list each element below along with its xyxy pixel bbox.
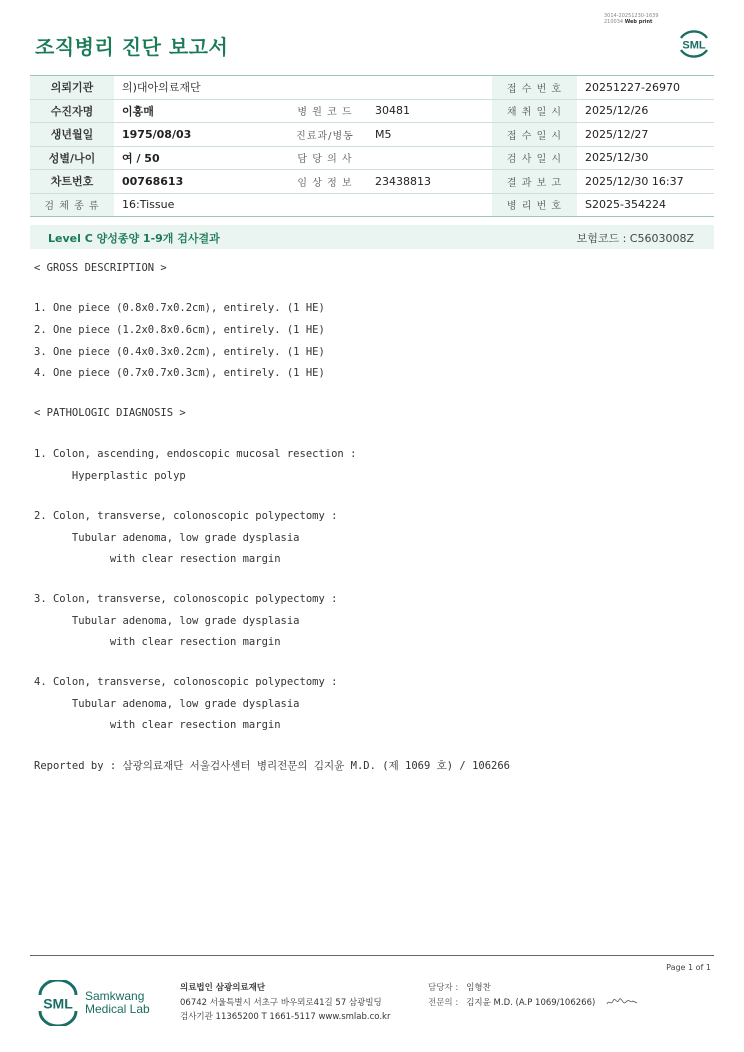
specialist-label: 전문의 : [428,997,459,1008]
diagnosis-3-finding: Tubular adenoma, low grade dysplasia [34,615,300,627]
brand-line-1: Samkwang [85,989,145,1003]
chart-value: 00768613 [114,170,283,194]
footer-divider [30,955,714,956]
exam-date-value: 2025/12/30 [577,146,714,170]
gross-item-2: 2. One piece (1.2x0.8x0.6cm), entirely. (1 HE) [34,324,325,336]
footer-brand [85,990,150,1016]
reported-by: Reported by : 삼광의료재단 서울검사센터 병리전문의 김지윤 M.D. (제 1069 호) / 106266 [34,760,511,772]
table-row [30,76,714,100]
org-name: 의료법인 삼광의료재단 [180,983,266,993]
samkwang-logo-icon [36,980,80,1026]
gross-header: < GROSS DESCRIPTION > [34,262,167,274]
signature-icon [605,996,639,1008]
footer-staff-info [428,981,639,1010]
page-number: Page 1 of 1 [666,963,711,972]
org-address: 06742 서울특별시 서초구 바우뫼로41길 57 삼광빌딩 [180,997,382,1008]
specialist-value: 김지윤 M.D. (A.P 1069/106266) [466,997,596,1008]
specimen-label: 검 체 종 류 [30,193,114,217]
specialist-row [428,996,639,1011]
logo-text: SML [682,39,706,52]
footer-logo-text: SML [43,995,73,1012]
patient-value: 이홍매 [114,99,283,123]
hospital-code-label: 병 원 코 드 [283,99,367,123]
sex-age-label: 성별/나이 [30,146,114,170]
patient-info-table [30,75,714,217]
gross-item-4: 4. One piece (0.7x0.7x0.3cm), entirely. (1 HE) [34,367,325,379]
print-meta [604,13,659,25]
print-meta-line1: 3014-20251230-1639 [604,13,659,19]
pathology-no-label: 병 리 번 호 [492,193,577,217]
table-row [30,170,714,194]
diagnosis-3-site: 3. Colon, transverse, colonoscopic polypectomy : [34,593,338,605]
chart-label: 차트번호 [30,170,114,194]
page-title: 조직병리 진단 보고서 [35,35,229,59]
collection-date-value: 2025/12/26 [577,99,714,123]
sml-logo-icon [676,26,712,62]
exam-date-label: 검 사 일 시 [492,146,577,170]
diagnosis-4-finding: Tubular adenoma, low grade dysplasia [34,698,300,710]
accession-value: 20251227-26970 [577,76,714,100]
clinical-value: 23438813 [367,170,492,194]
table-row [30,193,714,217]
hospital-code-value: 30481 [367,99,492,123]
patient-label: 수진자명 [30,99,114,123]
diagnosis-2-site: 2. Colon, transverse, colonoscopic polypectomy : [34,510,338,522]
footer-org-info [180,981,390,1025]
pathology-no-value: S2025-354224 [577,193,714,217]
diagnosis-4-margin: with clear resection margin [34,719,281,731]
insurance-code: 보험코드 : C5603008Z [576,232,694,245]
sex-age-value: 여 / 50 [114,146,283,170]
table-row [30,99,714,123]
dob-label: 생년월일 [30,123,114,147]
print-meta-line2: 210034 Web print [604,19,653,25]
received-date-value: 2025/12/27 [577,123,714,147]
diagnosis-2-finding: Tubular adenoma, low grade dysplasia [34,532,300,544]
received-date-label: 접 수 일 시 [492,123,577,147]
brand-line-2: Medical Lab [85,1002,150,1016]
result-label: 결 과 보 고 [492,170,577,194]
diagnosis-4-site: 4. Colon, transverse, colonoscopic polypectomy : [34,676,338,688]
diagnosis-2-margin: with clear resection margin [34,553,281,565]
diagnosis-3-margin: with clear resection margin [34,636,281,648]
diagnosis-header: < PATHOLOGIC DIAGNOSIS > [34,407,186,419]
clinical-label: 임 상 정 보 [283,170,367,194]
diagnosis-1-site: 1. Colon, ascending, endoscopic mucosal resection : [34,448,357,460]
table-row [30,123,714,147]
doctor-value [367,146,492,170]
requester-label: 의뢰기관 [30,76,114,100]
dept-label: 진료과/병동 [283,123,367,147]
test-level-bar [30,225,714,249]
doctor-label: 담 당 의 사 [283,146,367,170]
table-row [30,146,714,170]
gross-item-1: 1. One piece (0.8x0.7x0.2cm), entirely. (1 HE) [34,302,325,314]
specimen-value: 16:Tissue [114,193,492,217]
dept-value: M5 [367,123,492,147]
accession-label: 접 수 번 호 [492,76,577,100]
collection-date-label: 채 취 일 시 [492,99,577,123]
gross-item-3: 3. One piece (0.4x0.3x0.2cm), entirely. (1 HE) [34,346,325,358]
staff-label: 담당자 : [428,983,459,993]
result-value: 2025/12/30 16:37 [577,170,714,194]
org-contact: 검사기관 11365200 T 1661-5117 www.smlab.co.kr [180,1012,391,1022]
requester-value: 의)대아의료재단 [114,76,492,100]
dob-value: 1975/08/03 [114,123,283,147]
staff-row [428,981,639,996]
staff-value: 임형찬 [466,983,491,993]
test-level-title: Level C 양성종양 1-9개 검사결과 [48,232,220,245]
diagnosis-1-finding: Hyperplastic polyp [34,470,186,482]
